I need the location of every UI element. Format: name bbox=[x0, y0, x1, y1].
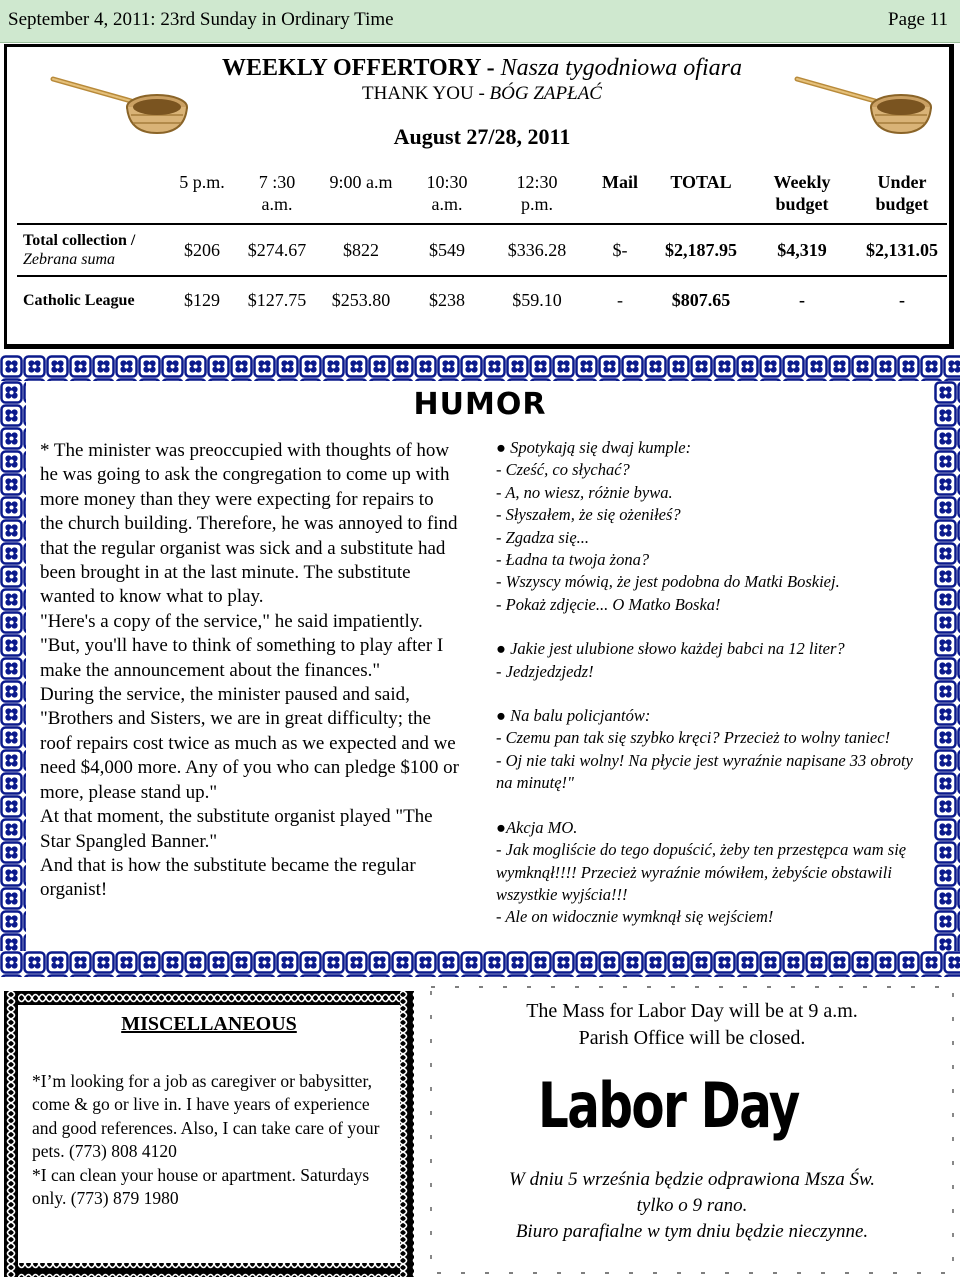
row-label: Catholic League bbox=[23, 291, 135, 309]
column-header: 7 :30 a.m. bbox=[258, 172, 296, 214]
column-header: Mail bbox=[602, 172, 638, 192]
column-header: 10:30 a.m. bbox=[426, 172, 468, 214]
column-header: Under budget bbox=[875, 172, 929, 214]
offertory-thanks: THANK YOU - BÓG ZAPŁAĆ bbox=[362, 83, 602, 104]
classified-ad: *I can clean your house or apartment. Saturdays only. (773) 879 1980 bbox=[32, 1164, 370, 1209]
offertory-table bbox=[17, 171, 947, 323]
humor-section bbox=[0, 355, 960, 977]
offertory-title: WEEKLY OFFERTORY - Nasza tygodniowa ofiara bbox=[222, 55, 742, 81]
table-cell: - bbox=[799, 289, 805, 310]
joke-block: ●Akcja MO. - Jak mogliście do tego dopuścić, żeby ten przestępca wam się wymknął!!!! Przecież wyraźnie mówiłem, żebyście obstawili wszystkie wyjścia!!! - Ale on widocznie wymknął się wejściem! bbox=[496, 817, 907, 927]
table-cell: $- bbox=[612, 239, 628, 260]
labor-polish-line: W dniu 5 września będzie odprawiona Msza Św. bbox=[509, 1169, 875, 1190]
column-header: Weekly budget bbox=[773, 172, 831, 214]
column-header: TOTAL bbox=[670, 172, 732, 192]
table-cell: $253.80 bbox=[331, 289, 391, 310]
table-cell: $59.10 bbox=[512, 289, 562, 310]
table-cell: - bbox=[899, 289, 905, 310]
table-cell: $274.67 bbox=[247, 239, 307, 260]
labor-polish-line: tylko o 9 rano. bbox=[636, 1195, 748, 1216]
misc-ads bbox=[32, 1070, 382, 1210]
table-cell: $129 bbox=[184, 289, 220, 310]
labor-day-box bbox=[428, 984, 956, 1276]
joke-paragraph: At that moment, the substitute organist played "The Star Spangled Banner." bbox=[40, 806, 433, 852]
miscellaneous-box bbox=[4, 991, 414, 1277]
labor-office-closed: Parish Office will be closed. bbox=[578, 1027, 806, 1049]
table-cell: $807.65 bbox=[671, 289, 731, 310]
table-cell: $2,131.05 bbox=[866, 239, 938, 260]
column-header: 9:00 a.m bbox=[329, 172, 393, 192]
joke-paragraph: And that is how the substitute became the regular organist! bbox=[40, 854, 416, 901]
table-cell: - bbox=[617, 289, 623, 310]
joke-block: ● Spotykają się dwaj kumple: - Cześć, co słychać? - A, no wiesz, różnie bywa. - Słyszałem, że się ożeniłeś? - Zgadza się... - Ładna ta twoja żona? - Wszyscy mówią, że jest podobna do Matki Boskiej. - Pokaż zdjęcie... O Matko Boska! bbox=[496, 438, 840, 614]
table-cell: $822 bbox=[343, 239, 379, 260]
table-cell: $206 bbox=[184, 239, 220, 260]
joke-paragraph: "Here's a copy of the service," he said impatiently. "But, you'll have to think of something to play after I make the announcement about the finances." bbox=[40, 610, 444, 681]
labor-mass-time: The Mass for Labor Day will be at 9 a.m. bbox=[526, 1000, 858, 1022]
polish-jokes bbox=[496, 437, 926, 951]
column-header: 5 p.m. bbox=[179, 172, 225, 192]
page-number: Page 11 bbox=[888, 9, 948, 30]
row-label: Total collection / Zebrana suma bbox=[23, 232, 136, 268]
column-header: 12:30 p.m. bbox=[516, 172, 558, 214]
classified-ad: *I’m looking for a job as caregiver or babysitter, come & go or live in. I have years of experience and good references. Also, I can take care of your pets. (773) 808 4120 bbox=[32, 1071, 380, 1162]
knot-border-decoration bbox=[0, 381, 26, 951]
joke-paragraph: During the service, the minister paused and said, "Brothers and Sisters, we are in great difficulty; the roof repairs cost twice as much as we expected and we need $4,000 more. Any of you who can pledge $100 or more, please stand up." bbox=[40, 684, 459, 803]
table-cell: $336.28 bbox=[507, 239, 567, 260]
table-header-row bbox=[17, 171, 947, 224]
table-cell: $549 bbox=[429, 239, 465, 260]
offertory-box bbox=[4, 44, 954, 349]
table-row bbox=[17, 277, 947, 323]
knot-border-decoration bbox=[0, 355, 960, 381]
joke-block: ● Jakie jest ulubione słowo każdej babci na 12 liter? - Jedzjedzjedz! bbox=[496, 639, 845, 681]
knot-border-decoration bbox=[934, 381, 960, 951]
english-joke bbox=[40, 439, 460, 903]
offertory-date: August 27/28, 2011 bbox=[393, 124, 571, 149]
labor-polish-line: Biuro parafialne w tym dniu będzie nieczynne. bbox=[515, 1221, 869, 1242]
humor-title: HUMOR bbox=[413, 387, 547, 422]
joke-paragraph: * The minister was preoccupied with thoughts of how he was going to ask the congregation to come up with more money than they were expecting for repairs to the church building. Therefore, he was annoyed to find that the regular organist was sick and a substitute had been brought in at the last minute. The substitute wanted to know what to play. bbox=[40, 440, 458, 608]
page-header bbox=[0, 0, 960, 43]
joke-block: ● Na balu policjantów: - Czemu pan tak się szybko kręci? Przecież to wolny taniec! - Oj nie taki wolny! Na płycie jest wyraźnie napisane 33 obroty na minutę!" bbox=[496, 706, 913, 793]
knot-border-decoration bbox=[0, 951, 960, 977]
table-row bbox=[17, 225, 947, 276]
table-cell: $2,187.95 bbox=[665, 239, 737, 260]
misc-title: MISCELLANEOUS bbox=[121, 1013, 297, 1035]
table-cell: $127.75 bbox=[247, 289, 307, 310]
table-cell: $4,319 bbox=[777, 239, 827, 260]
labor-day-logo: Labor Day bbox=[538, 1069, 799, 1142]
table-cell: $238 bbox=[429, 289, 465, 310]
header-date: September 4, 2011: 23rd Sunday in Ordinary Time bbox=[8, 9, 394, 30]
